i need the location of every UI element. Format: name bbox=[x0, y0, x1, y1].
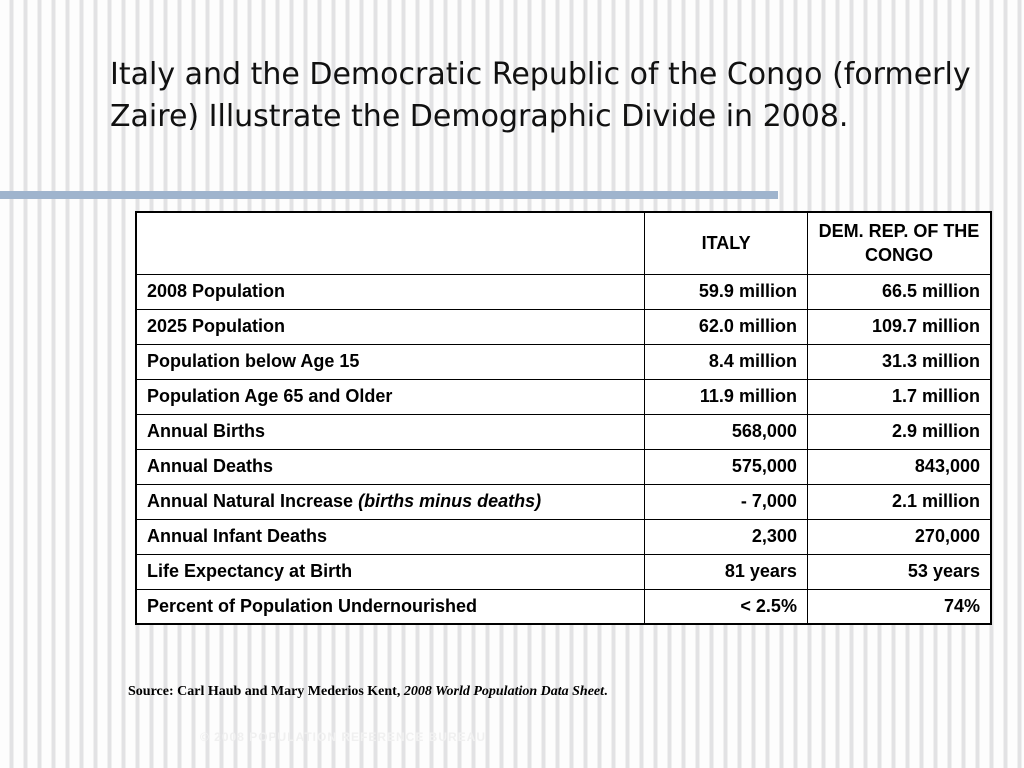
copyright-watermark: © 2008 POPULATION REFERENCE BUREAU bbox=[200, 730, 486, 744]
congo-value: 74% bbox=[807, 589, 991, 624]
congo-value: 53 years bbox=[807, 554, 991, 589]
row-label: 2025 Population bbox=[136, 309, 645, 344]
italy-value: 81 years bbox=[645, 554, 808, 589]
table-row bbox=[136, 519, 991, 554]
italy-value: 62.0 million bbox=[645, 309, 808, 344]
demographic-comparison-table bbox=[135, 211, 992, 625]
row-label-note: (births minus deaths) bbox=[358, 491, 542, 511]
table-row bbox=[136, 484, 991, 519]
row-label: Population below Age 15 bbox=[136, 344, 645, 379]
row-label: Population Age 65 and Older bbox=[136, 379, 645, 414]
table-row bbox=[136, 449, 991, 484]
table-row bbox=[136, 379, 991, 414]
congo-value: 109.7 million bbox=[807, 309, 991, 344]
row-label: Life Expectancy at Birth bbox=[136, 554, 645, 589]
italy-value: - 7,000 bbox=[645, 484, 808, 519]
title-divider-bar bbox=[0, 191, 778, 199]
source-citation bbox=[128, 684, 608, 700]
row-label: Annual Natural Increase bbox=[147, 491, 359, 511]
table-row bbox=[136, 589, 991, 624]
congo-value: 66.5 million bbox=[807, 274, 991, 309]
row-label: Annual Births bbox=[136, 414, 645, 449]
italy-value: < 2.5% bbox=[645, 589, 808, 624]
congo-value: 270,000 bbox=[807, 519, 991, 554]
table-row bbox=[136, 554, 991, 589]
table-row bbox=[136, 344, 991, 379]
table-header-row bbox=[136, 212, 991, 274]
congo-value: 2.1 million bbox=[807, 484, 991, 519]
row-label-with-note bbox=[136, 484, 645, 519]
italy-value: 2,300 bbox=[645, 519, 808, 554]
table-row bbox=[136, 274, 991, 309]
congo-value: 843,000 bbox=[807, 449, 991, 484]
italy-value: 575,000 bbox=[645, 449, 808, 484]
source-publication: 2008 World Population Data Sheet bbox=[403, 684, 605, 699]
italy-value: 11.9 million bbox=[645, 379, 808, 414]
header-label-cell bbox=[136, 212, 645, 274]
source-suffix: . bbox=[604, 684, 608, 699]
row-label: 2008 Population bbox=[136, 274, 645, 309]
congo-value: 31.3 million bbox=[807, 344, 991, 379]
table-row bbox=[136, 309, 991, 344]
congo-value: 2.9 million bbox=[807, 414, 991, 449]
row-label: Annual Deaths bbox=[136, 449, 645, 484]
italy-value: 568,000 bbox=[645, 414, 808, 449]
header-italy: ITALY bbox=[645, 212, 808, 274]
slide-title: Italy and the Democratic Republic of the Congo (formerly Zaire) Illustrate the Demographic Divide in 2008. bbox=[110, 57, 971, 134]
header-congo: DEM. REP. OF THE CONGO bbox=[807, 212, 991, 274]
row-label: Percent of Population Undernourished bbox=[136, 589, 645, 624]
italy-value: 8.4 million bbox=[645, 344, 808, 379]
congo-value: 1.7 million bbox=[807, 379, 991, 414]
table-row bbox=[136, 414, 991, 449]
source-prefix: Source: Carl Haub and Mary Mederios Kent, bbox=[128, 684, 404, 699]
row-label: Annual Infant Deaths bbox=[136, 519, 645, 554]
italy-value: 59.9 million bbox=[645, 274, 808, 309]
